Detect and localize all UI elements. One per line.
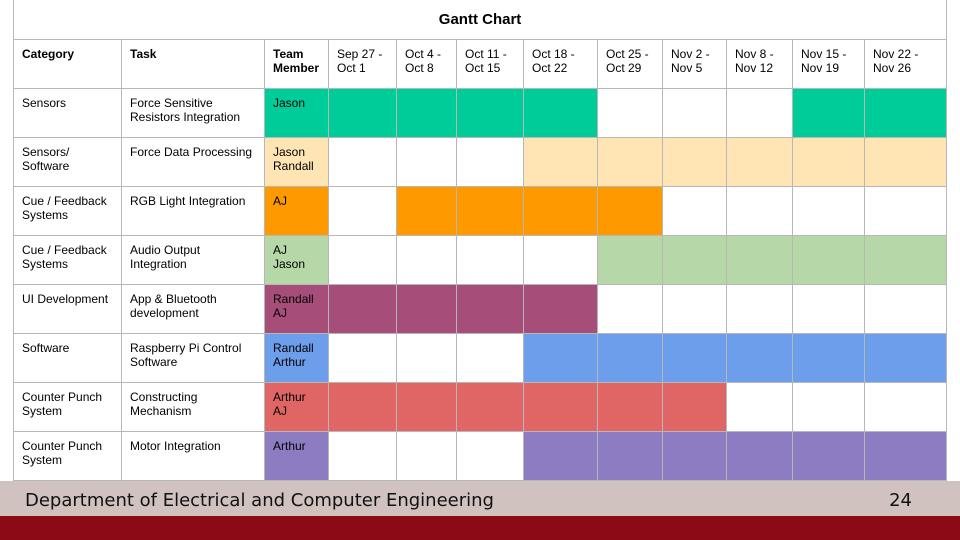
- task-cell: Constructing Mechanism: [122, 383, 265, 432]
- gantt-bar-cell: [457, 89, 524, 138]
- gantt-bar-cell: [865, 138, 947, 187]
- gantt-bar-cell: [663, 334, 727, 383]
- gantt-bar-cell: [727, 432, 793, 481]
- gantt-bar-cell: [457, 383, 524, 432]
- category-cell: Cue / Feedback Systems: [14, 236, 122, 285]
- gantt-bar-cell: [793, 138, 865, 187]
- gantt-bar-cell: [663, 432, 727, 481]
- gantt-empty-cell: [865, 285, 947, 334]
- team-member-cell: Jason Randall: [265, 138, 329, 187]
- task-cell: RGB Light Integration: [122, 187, 265, 236]
- week-header: Oct 25 - Oct 29: [598, 40, 663, 89]
- category-cell: UI Development: [14, 285, 122, 334]
- gantt-bar-cell: [663, 236, 727, 285]
- header-row: [14, 40, 947, 89]
- page-number: 24: [889, 490, 912, 511]
- gantt-bar-cell: [457, 285, 524, 334]
- task-cell: App & Bluetooth development: [122, 285, 265, 334]
- gantt-bar-cell: [727, 334, 793, 383]
- header-task: Task: [122, 40, 265, 89]
- gantt-bar-cell: [598, 138, 663, 187]
- gantt-empty-cell: [865, 383, 947, 432]
- gantt-bar-cell: [793, 432, 865, 481]
- gantt-bar-cell: [727, 236, 793, 285]
- week-header: Oct 18 - Oct 22: [524, 40, 598, 89]
- gantt-empty-cell: [524, 236, 598, 285]
- gantt-bar-cell: [793, 334, 865, 383]
- gantt-empty-cell: [329, 432, 397, 481]
- gantt-bar-cell: [865, 236, 947, 285]
- category-cell: Sensors: [14, 89, 122, 138]
- gantt-empty-cell: [598, 89, 663, 138]
- gantt-bar-cell: [793, 89, 865, 138]
- header-team-member: Team Member: [265, 40, 329, 89]
- gantt-bar-cell: [329, 89, 397, 138]
- gantt-empty-cell: [397, 138, 457, 187]
- gantt-bar-cell: [598, 236, 663, 285]
- week-header: Oct 11 - Oct 15: [457, 40, 524, 89]
- category-cell: Software: [14, 334, 122, 383]
- week-header: Sep 27 - Oct 1: [329, 40, 397, 89]
- task-row: [14, 187, 947, 236]
- task-row: [14, 285, 947, 334]
- task-cell: Raspberry Pi Control Software: [122, 334, 265, 383]
- gantt-empty-cell: [329, 236, 397, 285]
- task-row: [14, 89, 947, 138]
- gantt-bar-cell: [663, 383, 727, 432]
- category-cell: Sensors/ Software: [14, 138, 122, 187]
- task-row: [14, 236, 947, 285]
- task-row: [14, 432, 947, 481]
- week-header: Oct 4 - Oct 8: [397, 40, 457, 89]
- gantt-bar-cell: [397, 89, 457, 138]
- gantt-bar-cell: [397, 285, 457, 334]
- gantt-bar-cell: [865, 334, 947, 383]
- task-cell: Motor Integration: [122, 432, 265, 481]
- gantt-bar-cell: [329, 383, 397, 432]
- gantt-bar-cell: [524, 432, 598, 481]
- gantt-empty-cell: [865, 187, 947, 236]
- gantt-bar-cell: [329, 285, 397, 334]
- task-row: [14, 138, 947, 187]
- gantt-bar-cell: [663, 138, 727, 187]
- header-category: Category: [14, 40, 122, 89]
- gantt-bar-cell: [524, 383, 598, 432]
- gantt-bar-cell: [865, 432, 947, 481]
- gantt-bar-cell: [524, 138, 598, 187]
- task-row: [14, 334, 947, 383]
- gantt-bar-cell: [524, 89, 598, 138]
- gantt-empty-cell: [663, 89, 727, 138]
- category-cell: Counter Punch System: [14, 383, 122, 432]
- gantt-bar-cell: [524, 187, 598, 236]
- gantt-empty-cell: [727, 285, 793, 334]
- gantt-empty-cell: [457, 334, 524, 383]
- gantt-bar-cell: [397, 187, 457, 236]
- task-cell: Audio Output Integration: [122, 236, 265, 285]
- gantt-empty-cell: [329, 334, 397, 383]
- title-row: [14, 0, 947, 40]
- gantt-bar-cell: [598, 334, 663, 383]
- gantt-bar-cell: [524, 285, 598, 334]
- gantt-bar-cell: [524, 334, 598, 383]
- gantt-empty-cell: [457, 138, 524, 187]
- chart-title: Gantt Chart: [14, 0, 947, 40]
- gantt-bar-cell: [397, 383, 457, 432]
- gantt-bar-cell: [598, 187, 663, 236]
- week-header: Nov 8 - Nov 12: [727, 40, 793, 89]
- gantt-empty-cell: [727, 187, 793, 236]
- week-header: Nov 22 - Nov 26: [865, 40, 947, 89]
- gantt-empty-cell: [329, 138, 397, 187]
- gantt-empty-cell: [663, 187, 727, 236]
- category-cell: Counter Punch System: [14, 432, 122, 481]
- gantt-bar-cell: [457, 187, 524, 236]
- task-row: [14, 383, 947, 432]
- task-cell: Force Sensitive Resistors Integration: [122, 89, 265, 138]
- department-name: Department of Electrical and Computer Engineering: [25, 490, 494, 511]
- gantt-bar-cell: [865, 89, 947, 138]
- gantt-empty-cell: [727, 383, 793, 432]
- gantt-table: [13, 0, 947, 481]
- team-member-cell: Randall AJ: [265, 285, 329, 334]
- team-member-cell: Jason: [265, 89, 329, 138]
- gantt-bar-cell: [598, 383, 663, 432]
- team-member-cell: AJ: [265, 187, 329, 236]
- team-member-cell: Arthur: [265, 432, 329, 481]
- gantt-empty-cell: [457, 236, 524, 285]
- gantt-bar-cell: [598, 432, 663, 481]
- week-header: Nov 15 - Nov 19: [793, 40, 865, 89]
- gantt-empty-cell: [397, 236, 457, 285]
- gantt-empty-cell: [329, 187, 397, 236]
- team-member-cell: AJ Jason: [265, 236, 329, 285]
- task-cell: Force Data Processing: [122, 138, 265, 187]
- gantt-empty-cell: [397, 432, 457, 481]
- team-member-cell: Randall Arthur: [265, 334, 329, 383]
- gantt-bar-cell: [793, 236, 865, 285]
- week-header: Nov 2 - Nov 5: [663, 40, 727, 89]
- gantt-empty-cell: [663, 285, 727, 334]
- team-member-cell: Arthur AJ: [265, 383, 329, 432]
- gantt-empty-cell: [793, 383, 865, 432]
- gantt-empty-cell: [793, 187, 865, 236]
- gantt-empty-cell: [598, 285, 663, 334]
- gantt-empty-cell: [457, 432, 524, 481]
- gantt-empty-cell: [397, 334, 457, 383]
- gantt-empty-cell: [727, 89, 793, 138]
- gantt-bar-cell: [727, 138, 793, 187]
- gantt-empty-cell: [793, 285, 865, 334]
- footer-stripe: [0, 516, 960, 540]
- category-cell: Cue / Feedback Systems: [14, 187, 122, 236]
